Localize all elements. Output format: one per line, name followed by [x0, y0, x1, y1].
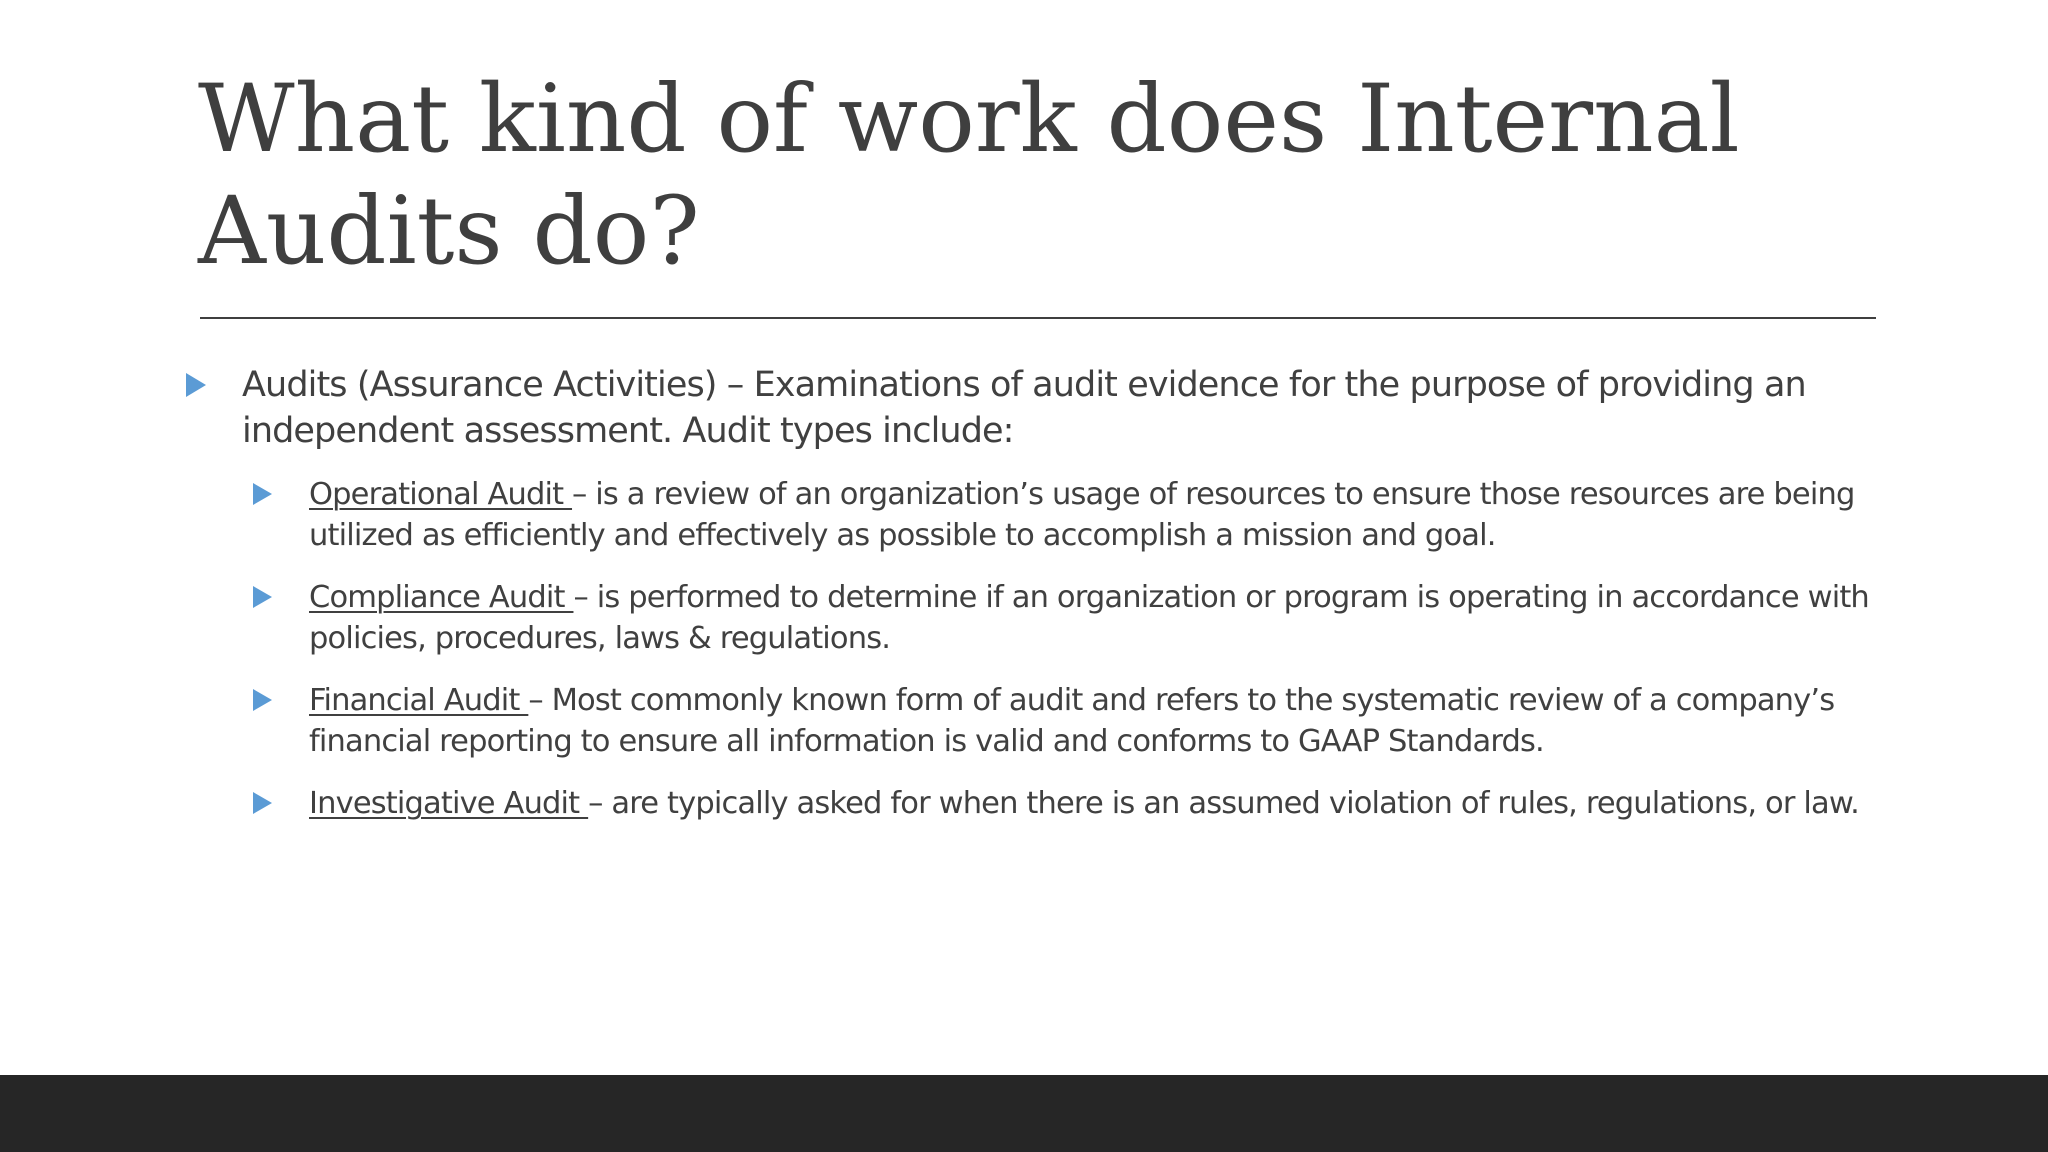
sub-bullet-compliance	[253, 577, 1876, 659]
sub-bullet-term: Operational Audit	[309, 477, 573, 512]
footer-bar	[0, 1075, 2048, 1152]
sub-bullet-term: Financial Audit	[309, 683, 529, 718]
triangle-bullet-icon	[186, 373, 206, 397]
sub-bullet-operational	[253, 474, 1876, 556]
slide-content	[186, 362, 1876, 824]
sub-bullet-description: – is performed to determine if an organization or program is operating in accordance with policies, procedures, laws & regulations.	[309, 580, 1869, 656]
triangle-bullet-icon	[253, 689, 272, 711]
title-divider	[200, 317, 1876, 319]
sub-bullet-description: – Most commonly known form of audit and refers to the systematic review of a company’s financial reporting to ensure all information is valid and conforms to GAAP Standards.	[309, 683, 1835, 759]
sub-bullet-description: – are typically asked for when there is an assumed violation of rules, regulations, or law.	[588, 786, 1859, 821]
sub-bullet-description: – is a review of an organization’s usage of resources to ensure those resources are being utilized as efficiently and effectively as possible to accomplish a mission and goal.	[309, 477, 1855, 553]
slide-title: What kind of work does Internal Audits do?	[198, 65, 1740, 286]
main-bullet	[186, 362, 1876, 454]
triangle-bullet-icon	[253, 483, 272, 505]
sub-bullet-investigative	[253, 783, 1876, 824]
sub-bullet-term: Compliance Audit	[309, 580, 574, 615]
sub-bullet-term: Investigative Audit	[309, 786, 589, 821]
main-bullet-text: Audits (Assurance Activities) – Examinations of audit evidence for the purpose of providing an independent assessment. Audit types include:	[242, 365, 1806, 451]
triangle-bullet-icon	[253, 792, 272, 814]
triangle-bullet-icon	[253, 586, 272, 608]
sub-bullet-financial	[253, 680, 1876, 762]
